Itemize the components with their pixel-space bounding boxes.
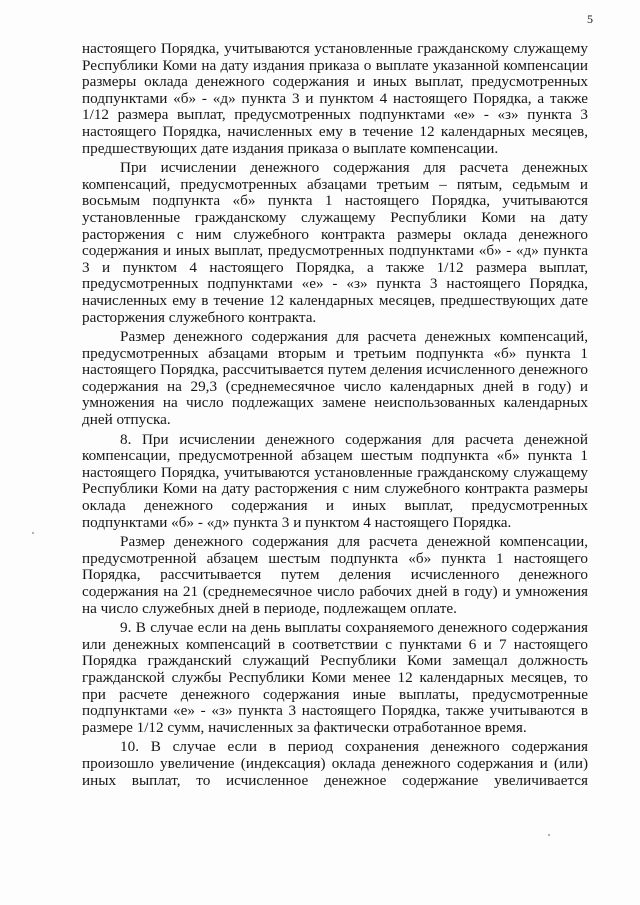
paragraph-item-8: 8. При исчислении денежного содержания для расчета денежной компенсации, предусмотренной абзацем шестым подпункта «б» пункта 1 настоящего Порядка, учитываются установленные гражданскому служащему Республики Коми на дату расторжения с ним служебного контракта размеры оклада денежного содержания и иных выплат, предусмотренных подпунктами «б» - «д» пункта 3 и пунктом 4 настоящего Порядка. xyxy=(82,430,588,531)
scan-speck xyxy=(32,532,34,534)
paragraph-item-10: 10. В случае если в период сохранения денежного содержания произошло увеличение (индексация) оклада денежного содержания и (или) иных выплат, то исчисленное денежное содержание увеличивается xyxy=(82,738,588,789)
document-body xyxy=(82,41,588,792)
page-number: 5 xyxy=(587,12,593,26)
scan-speck xyxy=(548,834,550,836)
paragraph: При исчислении денежного содержания для расчета денежных компенсаций, предусмотренных абзацами третьим – пятым, седьмым и восьмым подпункта «б» пункта 1 настоящего Порядка, учитываются установленные гражданскому служащему Республики Коми на дату расторжения с ним служебного контракта размеры оклада денежного содержания и иных выплат, предусмотренных подпунктами «б» - «д» пункта 3 и пунктом 4 настоящего Порядка, а также 1/12 размера выплат, предусмотренных подпунктами «е» - «з» пункта 3 настоящего Порядка, начисленных ему в течение 12 календарных месяцев, предшествующих дате расторжения служебного контракта. xyxy=(82,159,588,326)
paragraph: Размер денежного содержания для расчета денежных компенсаций, предусмотренных абзацами вторым и третьим подпункта «б» пункта 1 настоящего Порядка, рассчитывается путем деления исчисленного денежного содержания на 29,3 (среднемесячное число календарных дней в году) и умножения на число подлежащих замене неиспользованных календарных дней отпуска. xyxy=(82,328,588,429)
paragraph-item-9: 9. В случае если на день выплаты сохраняемого денежного содержания или денежных компенсаций в соответствии с пунктами 6 и 7 настоящего Порядка гражданский служащий Республики Коми замещал должность гражданской службы Республики Коми менее 12 календарных месяцев, то при расчете денежного содержания иные выплаты, предусмотренные подпунктами «е» - «з» пункта 3 настоящего Порядка, также учитываются в размере 1/12 сумм, начисленных за фактически отработанное время. xyxy=(82,619,588,736)
paragraph-continuation: настоящего Порядка, учитываются установленные гражданскому служащему Республики Коми на дату издания приказа о выплате указанной компенсации размеры оклада денежного содержания и иных выплат, предусмотренных подпунктами «б» - «д» пункта 3 и пунктом 4 настоящего Порядка, а также 1/12 размера выплат, предусмотренных подпунктами «е» - «з» пункта 3 настоящего Порядка, начисленных ему в течение 12 календарных месяцев, предшествующих дате издания приказа о выплате компенсации. xyxy=(82,40,588,157)
paragraph: Размер денежного содержания для расчета денежной компенсации, предусмотренной абзацем шестым подпункта «б» пункта 1 настоящего Порядка, рассчитывается путем деления исчисленного денежного содержания на 21 (среднемесячное число рабочих дней в году) и умножения на число служебных дней в периоде, подлежащем оплате. xyxy=(82,533,588,617)
